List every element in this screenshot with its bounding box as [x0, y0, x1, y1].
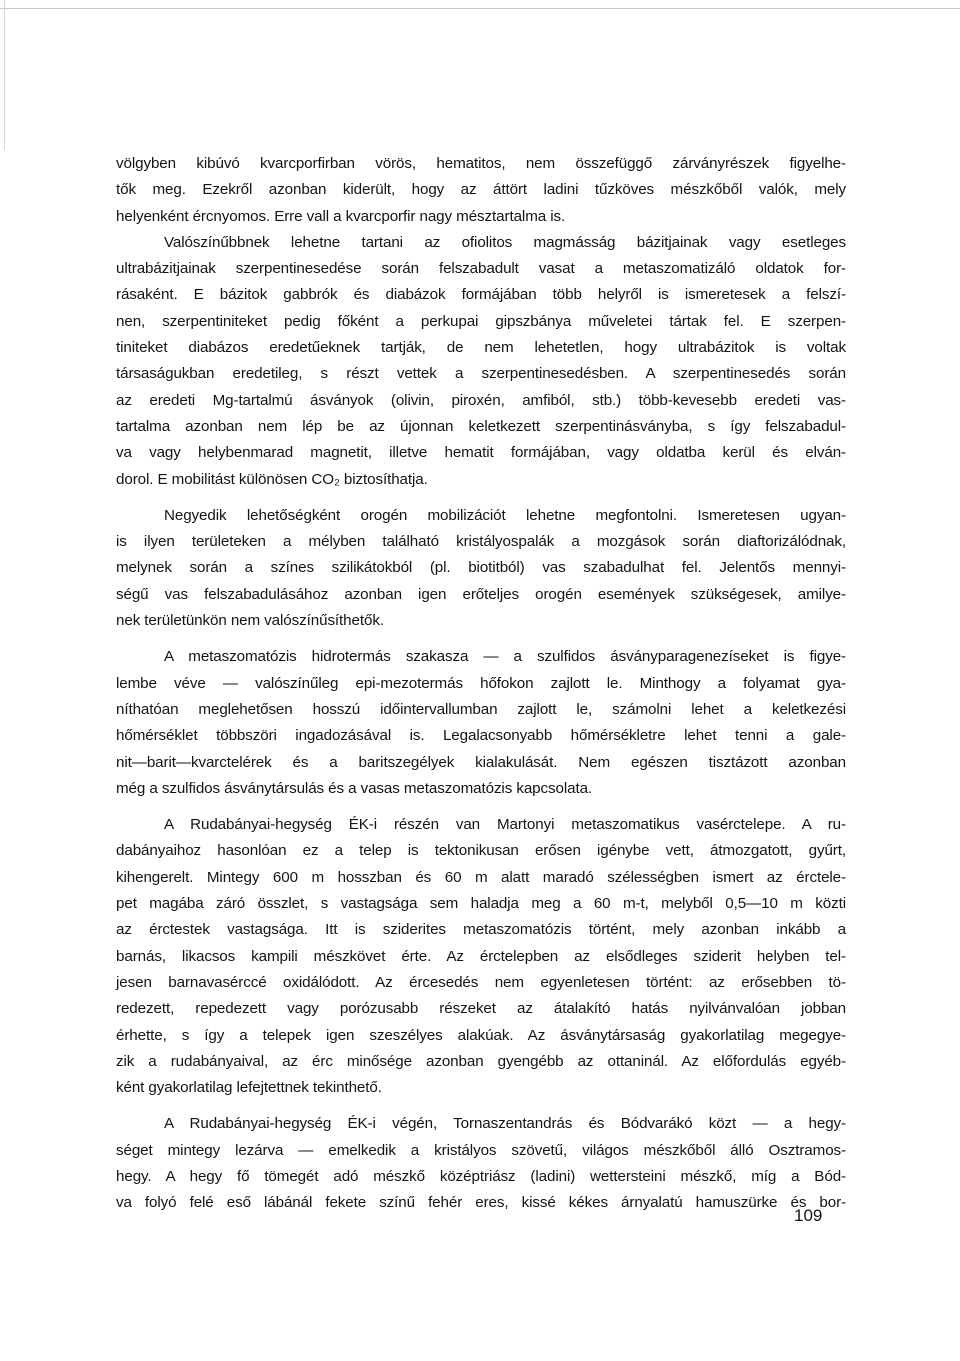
text-line: A metaszomatózis hidrotermás szakasza — a szulfidos ásványparagenezíseket is figye-	[164, 648, 846, 666]
text-line: dorol. E mobilitást különösen CO₂ biztosíthatja.	[116, 470, 428, 488]
text-line: tiniteket diabázos eredetűeknek tartják, de nem lehetetlen, hogy ultrabázitok is voltak	[116, 339, 846, 357]
text-line: hőmérséklet többszöri ingadozásával is. Legalacsonyabb hőmérsékletre lehet tenni a gale-	[116, 727, 846, 745]
paragraph-4	[116, 644, 846, 802]
text-line: séget mintegy lezárva — emelkedik a kristályos szövetű, világos mészkőből álló Osztramos-	[116, 1141, 846, 1159]
paragraph-1	[116, 151, 846, 230]
text-line: társaságukban eredetileg, s részt vettek a szerpentinesedésben. A szerpentinesedés során	[116, 365, 846, 383]
text-line: az érctestek vastagsága. Itt is sziderites metaszomatózis történt, mely azonban inkább a	[116, 921, 846, 939]
text-line: zik a rudabányaival, az érc minősége azonban gyengébb az ottaninál. Az előfordulás egyéb-	[116, 1052, 846, 1070]
scan-edge-left	[4, 0, 5, 150]
text-line: kihengerelt. Mintegy 600 m hosszban és 60 m alatt maradó szélességben ismert az érctele-	[116, 868, 846, 886]
text-line: nen, szerpentiniteket pedig főként a perkupai gipszbánya műveletei tártak fel. E szerpen-	[116, 312, 846, 330]
text-line: dabányaihoz hasonlóan ez a telep is tektonikusan erősen igénybe vett, átmozgatott, gyűrt,	[116, 842, 846, 860]
page-body-text	[116, 151, 846, 1217]
text-line: rásaként. E bázitok gabbrók és diabázok formájában több helyről is ismeretesek a felszí-	[116, 286, 846, 304]
text-line: barnás, likacsos kampili mészkövet érte. Az érctelepben az elsődleges sziderit helyben tel-	[116, 947, 846, 965]
text-line: Negyedik lehetőségként orogén mobilizációt lehetne megfontolni. Ismeretesen ugyan-	[164, 506, 846, 524]
text-line: érhette, s így a telepek igen szeszélyes alakúak. Az ásványtársaság gyakorlatilag megegye-	[116, 1026, 846, 1044]
text-line: tők meg. Ezekről azonban kiderült, hogy az áttört ladini tűzköves mészkőből valók, mely	[116, 181, 846, 199]
text-line: ségű vas felszabadulásához azonban igen erőteljes orogén események szükségesek, amilye-	[116, 585, 846, 603]
text-line: A Rudabányai-hegység ÉK-i részén van Martonyi metaszomatikus vasérctelepe. A ru-	[164, 816, 846, 834]
text-line: va folyó felé eső lábánál fekete színű fehér eres, kissé kékes árnyalatú hamuszürke és bor-	[116, 1194, 846, 1212]
text-line: lembe véve — valószínűleg epi-mezotermás hőfokon zajlott le. Minthogy a folyamat gya-	[116, 674, 846, 692]
text-line: níthatóan meglehetősen hosszú időintervallumban zajlott le, számolni lehet a keletkezési	[116, 700, 846, 718]
text-line: melynek során a színes szilikátokból (pl. biotitból) vas szabadulhat fel. Jelentős mennyi-	[116, 559, 846, 577]
text-line: tartalma azonban nem lép be az újonnan keletkezett szerpentinásványba, s így felszabadul-	[116, 417, 846, 435]
text-line: helyenként ércnyomos. Erre vall a kvarcporfir nagy mésztartalma is.	[116, 207, 566, 225]
text-line: nek területünkön nem valószínűsíthetők.	[116, 612, 384, 630]
text-line: Valószínűbbnek lehetne tartani az ofiolitos magmásság bázitjainak vagy esetleges	[164, 233, 846, 251]
text-line: redezett, repedezett vagy porózusabb részeket az átalakító hatás nyilvánvalóan jobban	[116, 1000, 846, 1018]
text-line: hegy. A hegy fő tömegét adó mészkő középtriász (ladini) wettersteini mészkő, míg a Bód-	[116, 1167, 846, 1185]
text-line: az eredeti Mg-tartalmú ásványok (olivin, piroxén, amfiból, stb.) több-kevesebb eredeti vas-	[116, 391, 846, 409]
paragraph-6	[116, 1111, 846, 1216]
text-line: pet magába záró összlet, s vastagsága sem haladja meg a 60 m-t, melyből 0,5—10 m közti	[116, 895, 846, 913]
scan-edge-top	[0, 8, 960, 9]
text-line: még a szulfidos ásványtársulás és a vasas metaszomatózis kapcsolata.	[116, 779, 593, 797]
text-line: ultrabázitjainak szerpentinesedése során felszabadult vasat a metaszomatizáló oldatok for-	[116, 260, 846, 278]
paragraph-3	[116, 503, 846, 634]
text-line: ként gyakorlatilag lefejtettnek tekinthető.	[116, 1079, 382, 1097]
text-line: is ilyen területeken a mélyben található kristályospalák a mozgások során diaftorizálódnak,	[116, 533, 846, 551]
text-line: jesen barnavasérccé oxidálódott. Az ércesedés nem egyenletesen történt: az erősebben tö-	[116, 973, 846, 991]
text-line: va vagy helybenmarad magnetit, illetve hematit formájában, vagy oldatba kerül és elván-	[116, 444, 846, 462]
text-line: A Rudabányai-hegység ÉK-i végén, Tornaszentandrás és Bódvarákó közt — a hegy-	[164, 1115, 846, 1133]
text-line: völgyben kibúvó kvarcporfirban vörös, hematitos, nem összefüggő zárványrészek figyelhe-	[116, 155, 846, 172]
paragraph-2	[116, 230, 846, 493]
paragraph-5	[116, 812, 846, 1101]
page-number: 109	[794, 1206, 823, 1225]
text-line: nit—barit—kvarctelérek és a baritszegélyek kialakulását. Nem egészen tisztázott azonban	[116, 753, 846, 771]
